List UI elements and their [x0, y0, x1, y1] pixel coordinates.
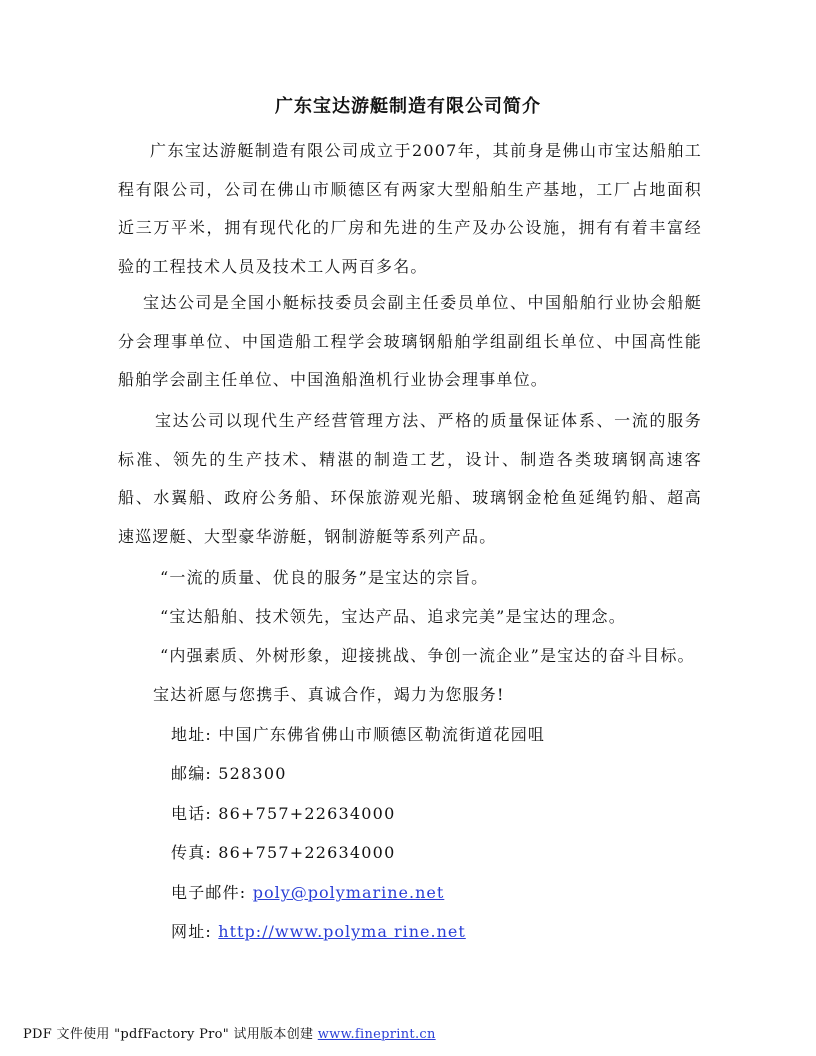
postcode-label: 邮编:: [171, 764, 212, 783]
phone-label: 电话:: [171, 804, 212, 823]
contact-address: [171, 723, 545, 747]
fax-value: 86+757+22634000: [218, 843, 396, 862]
contact-website: [171, 920, 466, 944]
footer-link[interactable]: www.fineprint.cn: [317, 1027, 436, 1042]
postcode-value: 528300: [218, 764, 287, 783]
slogan-philosophy: “宝达船舶、技术领先，宝达产品、追求完美”是宝达的理念。: [160, 607, 626, 626]
pdf-footer: [23, 1025, 436, 1045]
fax-label: 传真:: [171, 843, 212, 862]
email-label: 电子邮件:: [171, 883, 247, 902]
products-paragraph: 宝达公司以现代生产经营管理方法、严格的质量保证体系、一流的服务标准、领先的生产技术、精湛的制造工艺，设计、制造各类玻璃钢高速客船、水翼船、政府公务船、环保旅游观光船、玻璃钢金枪鱼延绳钓船、超高速巡逻艇、大型豪华游艇，钢制游艇等系列产品。: [118, 411, 702, 546]
intro-paragraph: 广东宝达游艇制造有限公司成立于2007年，其前身是佛山市宝达船舶工程有限公司，公司在佛山市顺德区有两家大型船舶生产基地，工厂占地面积近三万平米，拥有现代化的厂房和先进的生产及办公设施，拥有有着丰富经验的工程技术人员及技术工人两百多名。: [118, 141, 702, 276]
document-title: 广东宝达游艇制造有限公司简介: [275, 96, 541, 117]
contact-postcode: [171, 762, 287, 786]
contact-email: [171, 881, 444, 905]
website-link[interactable]: http://www.polyma rine.net: [218, 922, 466, 941]
slogan-goal: “内强素质、外树形象，迎接挑战、争创一流企业”是宝达的奋斗目标。: [160, 646, 695, 665]
email-link[interactable]: poly@polymarine.net: [252, 883, 445, 902]
address-label: 地址:: [171, 725, 212, 744]
contact-fax: [171, 841, 395, 865]
slogan-purpose: “一流的质量、优良的服务”是宝达的宗旨。: [160, 568, 489, 587]
website-label: 网址:: [171, 922, 212, 941]
contact-phone: [171, 802, 395, 826]
closing-wish: 宝达祈愿与您携手、真诚合作，竭力为您服务!: [153, 685, 505, 704]
address-value: 中国广东佛省佛山市顺德区勒流街道花园咀: [218, 725, 546, 744]
footer-text: PDF 文件使用 "pdfFactory Pro" 试用版本创建: [23, 1027, 314, 1042]
phone-value: 86+757+22634000: [218, 804, 396, 823]
membership-paragraph: 宝达公司是全国小艇标技委员会副主任委员单位、中国船舶行业协会船艇分会理事单位、中国造船工程学会玻璃钢船舶学组副组长单位、中国高性能船舶学会副主任单位、中国渔船渔机行业协会理事单位。: [118, 293, 702, 389]
